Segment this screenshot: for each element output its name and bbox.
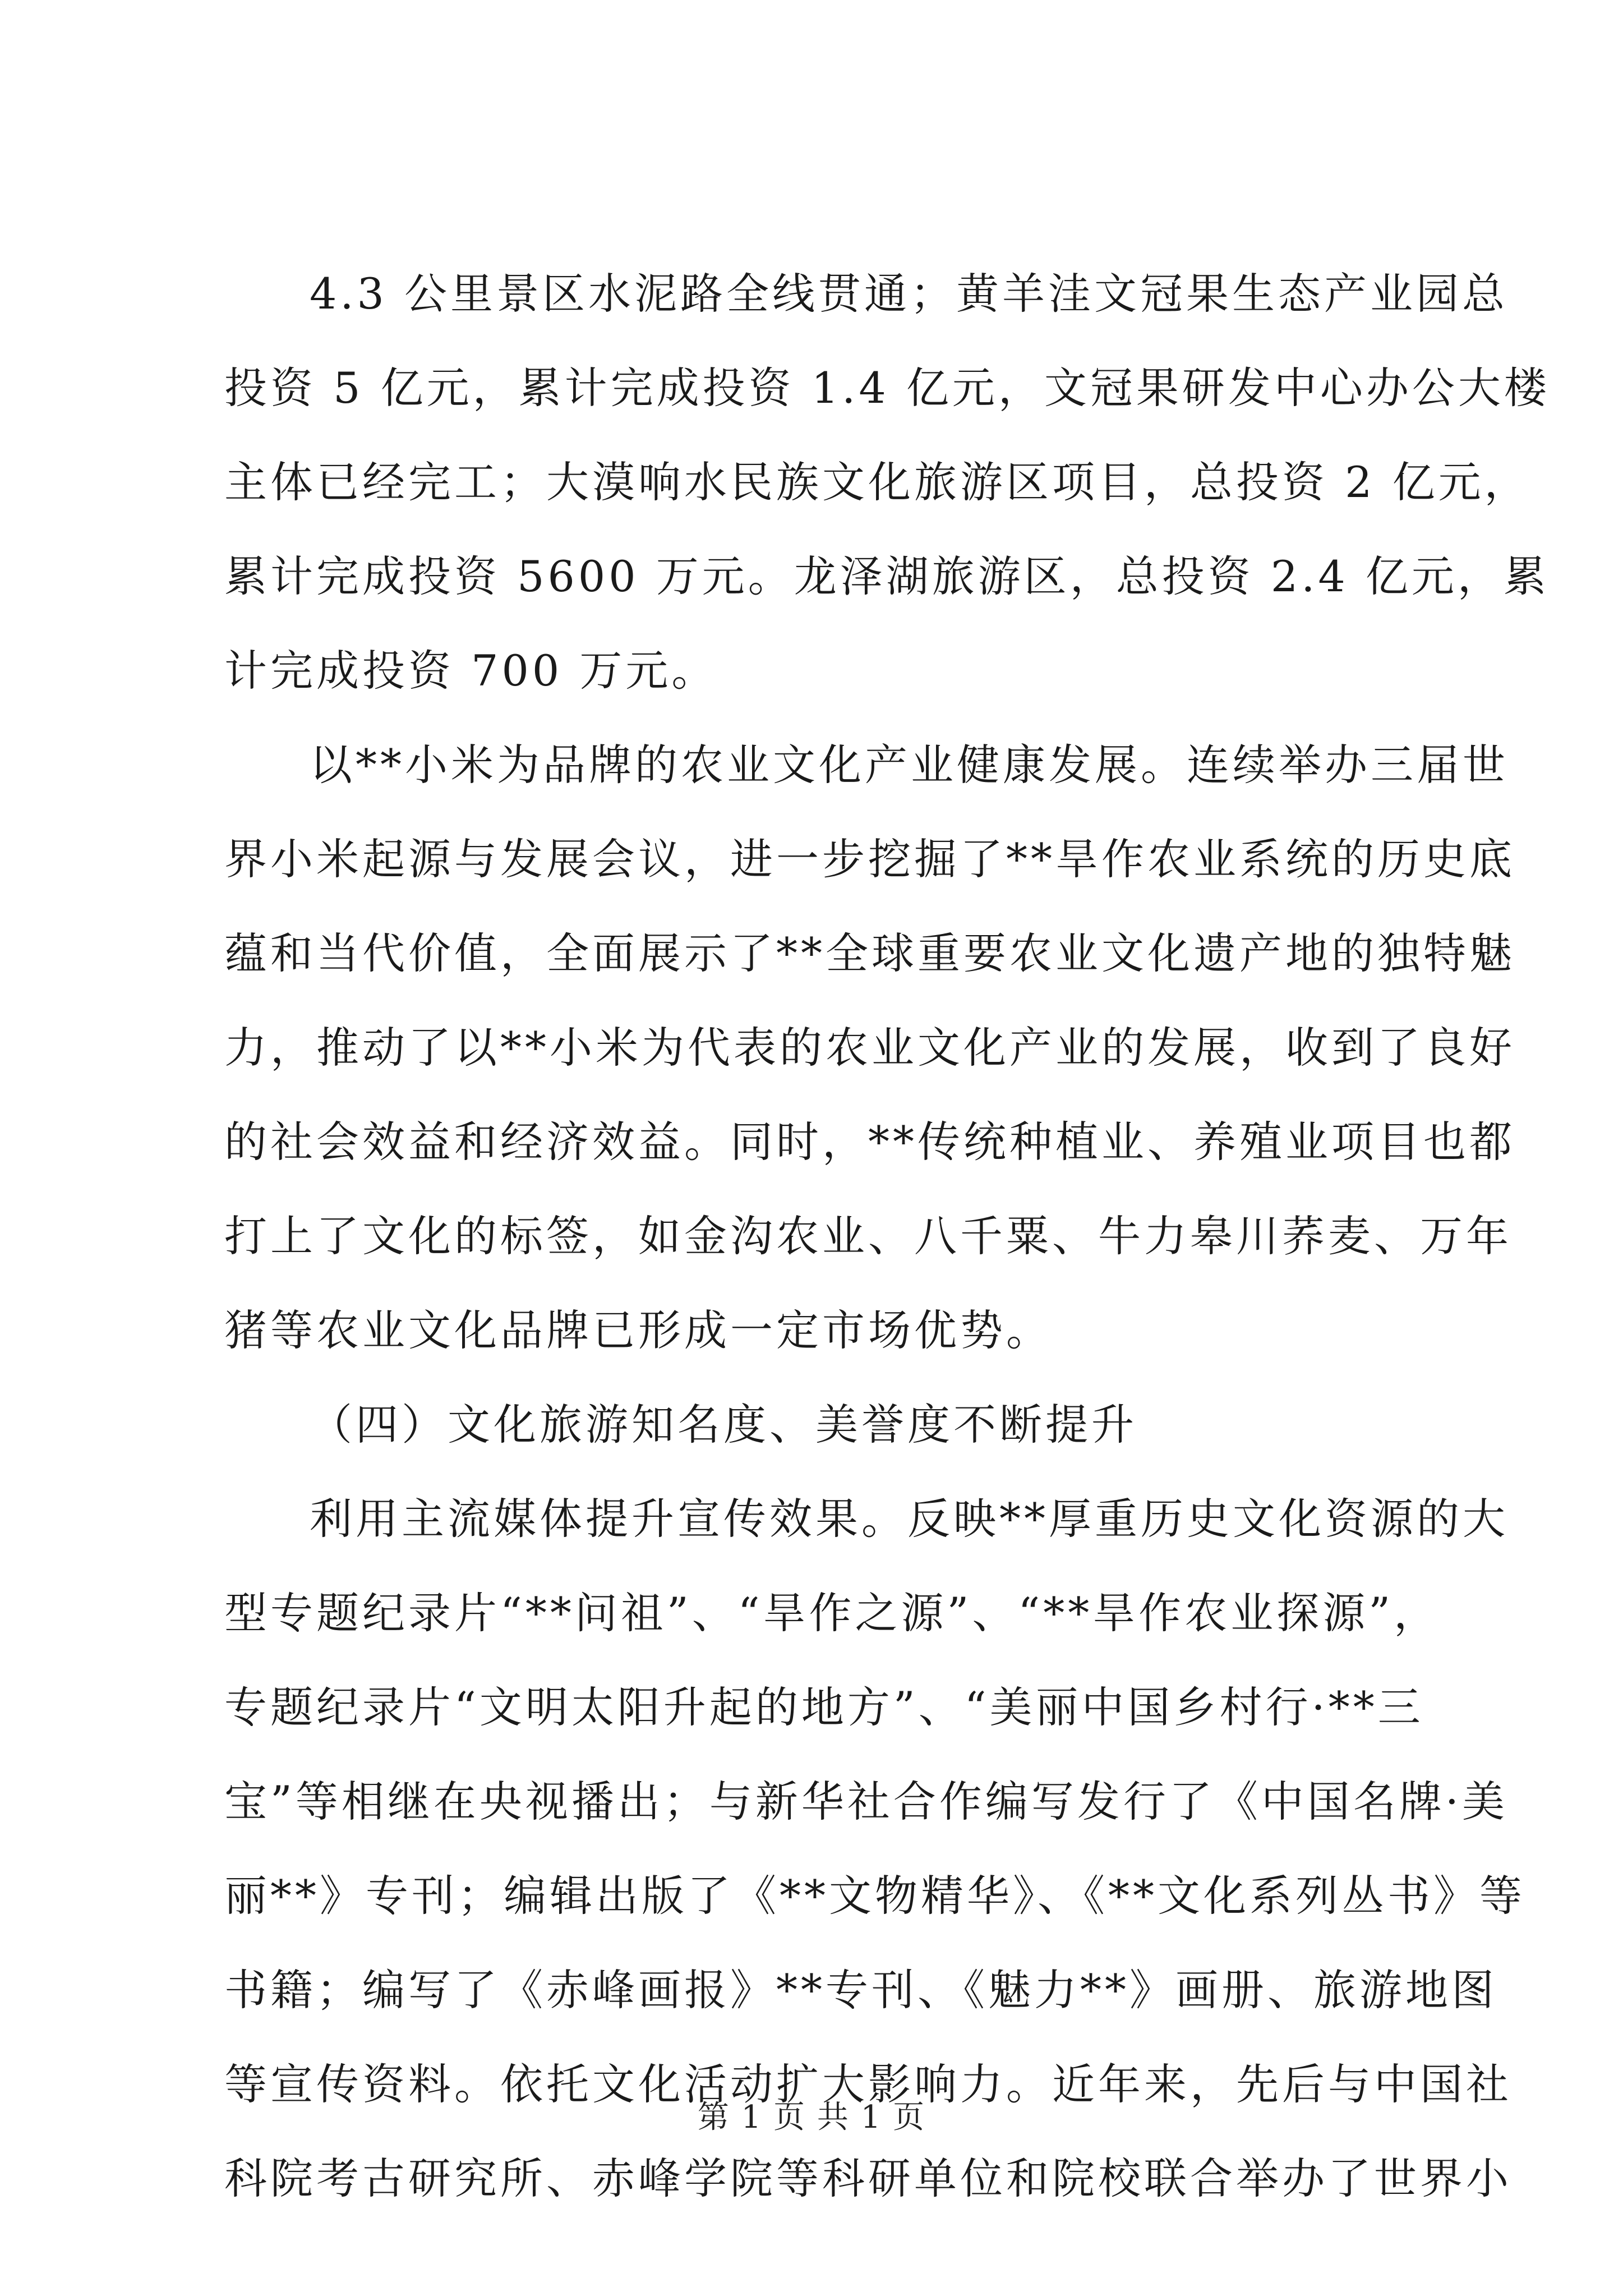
text-line: 宝”等相继在央视播出；与新华社合作编写发行了《中国名牌·美 bbox=[224, 1777, 1509, 1826]
text-line: 等宣传资料。依托文化活动扩大影响力。近年来，先后与中国社 bbox=[224, 2059, 1512, 2109]
page-number-label: 第 1 页 共 1 页 bbox=[697, 2099, 926, 2136]
text-line: 力，推动了以**小米为代表的农业文化产业的发展，收到了良好 bbox=[224, 1023, 1515, 1073]
text-line: 计完成投资 700 万元。 bbox=[224, 646, 718, 696]
text-line: 利用主流媒体提升宣传效果。反映**厚重历史文化资源的大 bbox=[310, 1494, 1509, 1544]
section-heading-4 bbox=[224, 1378, 1413, 1472]
paragraph-project-investment bbox=[224, 247, 1550, 718]
text-line: 科院考古研究所、赤峰学院等科研单位和院校联合举办了世界小 bbox=[224, 2154, 1512, 2203]
text-line: 以**小米为品牌的农业文化产业健康发展。连续举办三届世 bbox=[310, 740, 1509, 790]
text-line: 4.3 公里景区水泥路全线贯通；黄羊洼文冠果生态产业园总 bbox=[310, 269, 1509, 319]
text-line: 书籍；编写了《赤峰画报》**专刊、《魅力**》画册、旅游地图 bbox=[224, 1965, 1497, 2015]
document-body bbox=[224, 247, 1550, 2226]
text-line: 界小米起源与发展会议，进一步挖掘了**旱作农业系统的历史底 bbox=[224, 834, 1515, 884]
text-line: 投资 5 亿元，累计完成投资 1.4 亿元，文冠果研发中心办公大楼 bbox=[224, 363, 1550, 413]
text-line: 打上了文化的标签，如金沟农业、八千粟、牛力皋川荞麦、万年 bbox=[224, 1211, 1512, 1261]
text-line: 主体已经完工；大漠响水民族文化旅游区项目，总投资 2 亿元， bbox=[224, 457, 1530, 507]
text-line: 丽**》专刊；编辑出版了《**文物精华》、《**文化系列丛书》等 bbox=[224, 1871, 1525, 1921]
page-footer bbox=[0, 2095, 1623, 2140]
text-line: 猪等农业文化品牌已形成一定市场优势。 bbox=[224, 1305, 1052, 1355]
text-line: 的社会效益和经济效益。同时，**传统种植业、养殖业项目也都 bbox=[224, 1117, 1515, 1167]
text-line: 蕴和当代价值，全面展示了**全球重要农业文化遗产地的独特魅 bbox=[224, 928, 1515, 978]
text-line: 专题纪录片“文明太阳升起的地方”、“美丽中国乡村行·**三 bbox=[224, 1682, 1424, 1732]
text-line: 累计完成投资 5600 万元。龙泽湖旅游区，总投资 2.4 亿元，累 bbox=[224, 551, 1550, 601]
paragraph-millet-brand bbox=[224, 718, 1515, 1378]
section-heading: （四）文化旅游知名度、美誉度不断提升 bbox=[310, 1400, 1137, 1450]
text-line: 型专题纪录片“**问祖”、“旱作之源”、“**旱作农业探源”， bbox=[224, 1588, 1440, 1638]
